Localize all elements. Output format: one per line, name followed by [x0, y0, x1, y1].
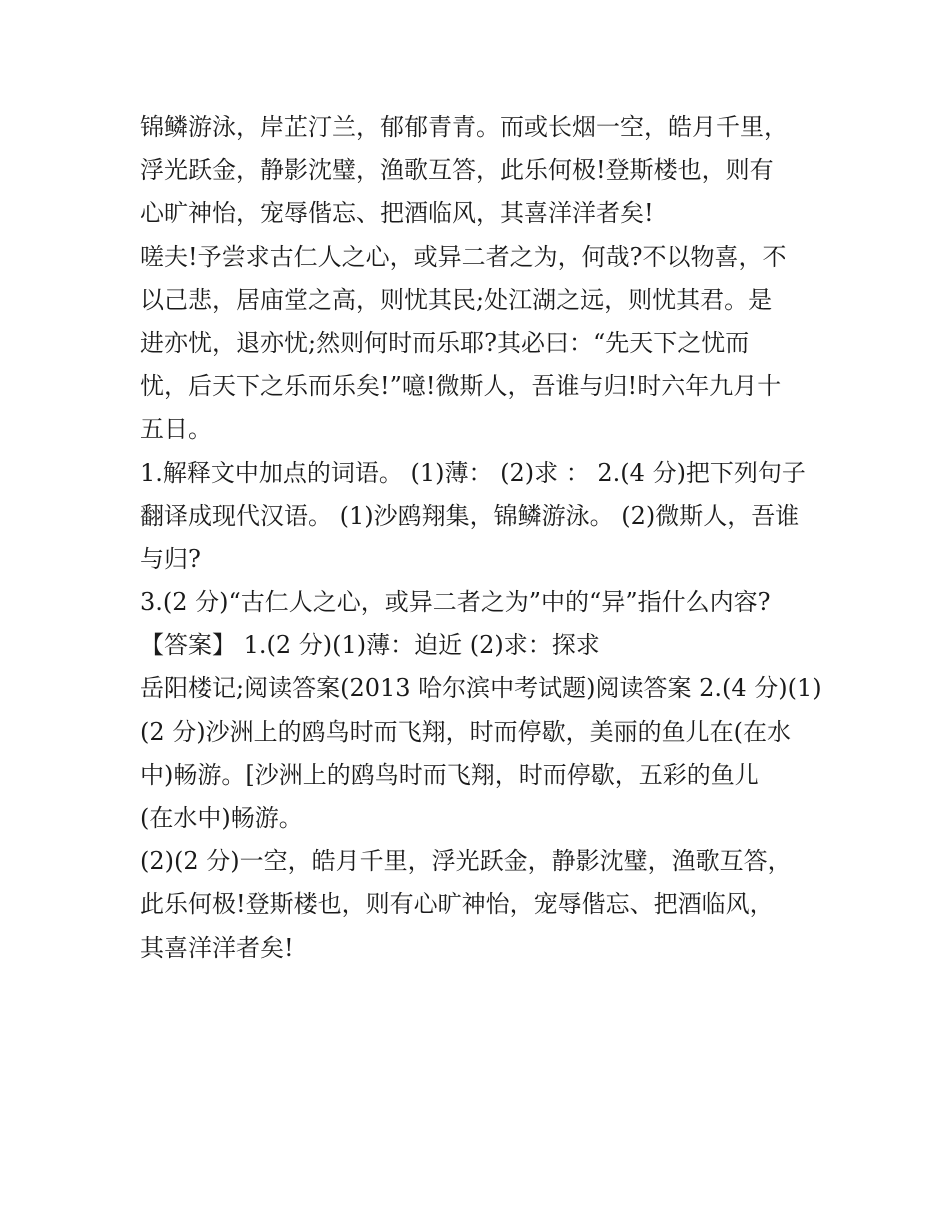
answer-line: (2 分)沙洲上的鸥鸟时而飞翔，时而停歇，美丽的鱼儿在(在水 [140, 717, 791, 746]
answer-line: 此乐何极!登斯楼也，则有心旷神怡，宠辱偕忘、把酒临风， [140, 890, 774, 919]
text-line: 进亦忧，退亦忧;然则何时而乐耶?其必曰：“先天下之忧而 [140, 328, 750, 357]
question-line: 3.(2 分)“古仁人之心，或异二者之为”中的“异”指什么内容? [140, 588, 771, 617]
text-line: 心旷神怡，宠辱偕忘、把酒临风，其喜洋洋者矣! [140, 199, 654, 228]
answer-line: 岳阳楼记;阅读答案(2013 哈尔滨中考试题)阅读答案 2.(4 分)(1) [140, 674, 822, 703]
text-line: 五日。 [140, 415, 212, 444]
answer-line: 其喜洋洋者矣! [140, 933, 294, 962]
document-text [140, 106, 840, 970]
text-line: 锦鳞游泳，岸芷汀兰，郁郁青青。而或长烟一空，皓月千里， [140, 113, 788, 141]
answer-line: (在水中)畅游。 [140, 804, 303, 832]
question-line: 与归? [140, 544, 201, 573]
question-line: 1.解释文中加点的词语。 (1)薄： (2)求 ： 2.(4 分)把下列句子 [140, 458, 806, 487]
answer-line: (2)(2 分)一空，皓月千里，浮光跃金，静影沈璧，渔歌互答， [140, 847, 792, 876]
answer-line: 【答案】 1.(2 分)(1)薄：迫近 (2)求：探求 [140, 631, 600, 660]
answer-line: 中)畅游。[沙洲上的鸥鸟时而飞翔，时而停歇，五彩的鱼儿 [140, 760, 759, 789]
text-line: 忧，后天下之乐而乐矣!”噫!微斯人，吾谁与归!时六年九月十 [140, 372, 782, 401]
text-line: 浮光跃金，静影沈璧，渔歌互答，此乐何极!登斯楼也，则有 [140, 156, 774, 185]
text-line: 嗟夫!予尝求古仁人之心，或异二者之为，何哉?不以物喜，不 [140, 242, 787, 271]
text-line: 以己悲，居庙堂之高，则忧其民;处江湖之远，则忧其君。是 [140, 285, 773, 314]
question-line: 翻译成现代汉语。 (1)沙鸥翔集，锦鳞游泳。 (2)微斯人，吾谁 [140, 501, 800, 530]
